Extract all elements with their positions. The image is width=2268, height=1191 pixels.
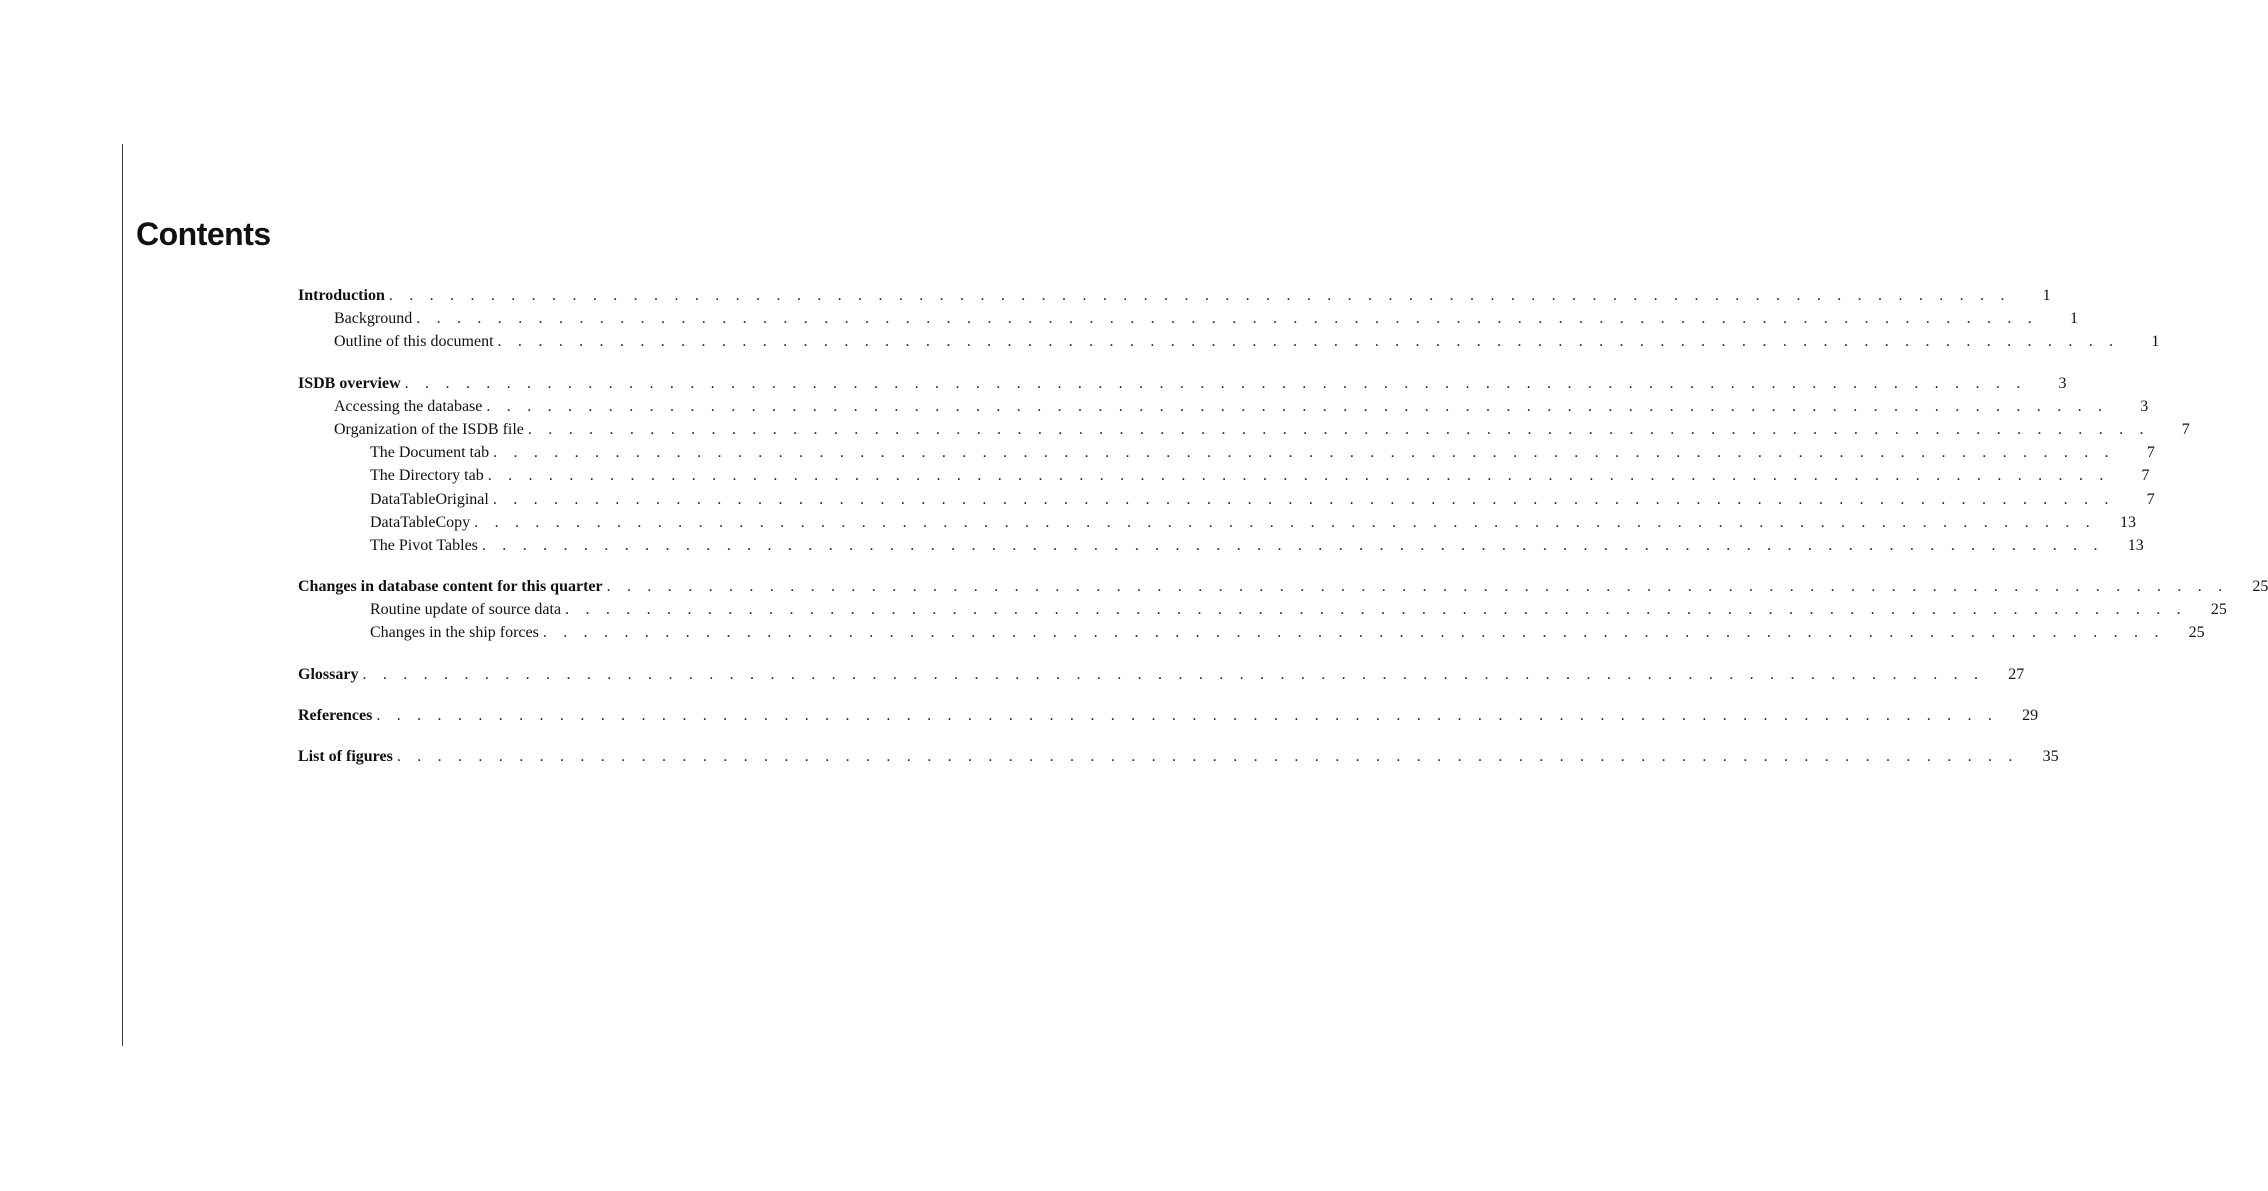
- toc-subsection-entry[interactable]: [298, 534, 2144, 557]
- toc-page-number: 3: [2058, 374, 2067, 392]
- toc-entry-label: Routine update of source data: [370, 601, 562, 619]
- margin-rule: [122, 144, 123, 1046]
- toc-dot-leader: . . . . . . . . . . . . . . . . . . . . . . . . . . . . . . . . . . . . . . . . . . . . . . . . . . . . . . . . . . . . . . . . . . . . . . . . . . . . . . . .: [487, 467, 2110, 485]
- toc-dot-leader: . . . . . . . . . . . . . . . . . . . . . . . . . . . . . . . . . . . . . . . . . . . . . . . . . . . . . . . . . . . . . . . . . . . . . . . . . . . . . . . .: [497, 333, 2120, 351]
- toc-dot-leader: . . . . . . . . . . . . . . . . . . . . . . . . . . . . . . . . . . . . . . . . . . . . . . . . . . . . . . . . . . . . . . . . . . . . . . . . . . . . . . . .: [388, 287, 2011, 304]
- toc-chapter-entry[interactable]: [298, 284, 2051, 307]
- toc-chapter-entry[interactable]: [298, 745, 2059, 768]
- toc-entry-label: Accessing the database: [334, 397, 483, 415]
- toc-section: [298, 575, 2268, 645]
- toc-entry-label: ISDB overview: [298, 374, 401, 392]
- toc-chapter-entry[interactable]: [298, 372, 2067, 395]
- toc-dot-leader: . . . . . . . . . . . . . . . . . . . . . . . . . . . . . . . . . . . . . . . . . . . . . . . . . . . . . . . . . . . . . . . . . . . . . . . . . . . . . . . .: [606, 578, 2229, 596]
- toc-section: [298, 745, 2059, 768]
- toc-page-number: 25: [2252, 578, 2268, 596]
- toc-page-number: 1: [2042, 287, 2051, 304]
- toc-entry-label: References: [298, 706, 373, 724]
- toc-entry-label: Outline of this document: [334, 333, 494, 351]
- toc-section: [298, 284, 2160, 354]
- toc-section: [298, 704, 2039, 727]
- toc-page-number: 35: [2042, 748, 2059, 765]
- toc-dot-leader: . . . . . . . . . . . . . . . . . . . . . . . . . . . . . . . . . . . . . . . . . . . . . . . . . . . . . . . . . . . . . . . . . . . . . . . . . . . . . . . .: [493, 444, 2115, 462]
- toc-dot-leader: . . . . . . . . . . . . . . . . . . . . . . . . . . . . . . . . . . . . . . . . . . . . . . . . . . . . . . . . . . . . . . . . . . . . . . . . . . . . . . . .: [376, 706, 1999, 724]
- toc-entry-label: DataTableCopy: [370, 513, 471, 531]
- toc-page-number: 1: [2070, 310, 2079, 328]
- toc-dot-leader: . . . . . . . . . . . . . . . . . . . . . . . . . . . . . . . . . . . . . . . . . . . . . . . . . . . . . . . . . . . . . . . . . . . . . . . . . . . . . . . .: [492, 490, 2115, 508]
- toc-dot-leader: . . . . . . . . . . . . . . . . . . . . . . . . . . . . . . . . . . . . . . . . . . . . . . . . . . . . . . . . . . . . . . . . . . . . . . . . . . . . . . . .: [416, 310, 2039, 328]
- toc-entry-label: The Directory tab: [370, 467, 484, 485]
- toc-page-number: 29: [2022, 706, 2039, 724]
- toc-section: [298, 663, 2025, 686]
- toc-page-number: 13: [2120, 513, 2136, 531]
- toc-entry-label: DataTableOriginal: [370, 490, 489, 508]
- toc-subsection-entry[interactable]: [298, 511, 2136, 534]
- toc-page-number: 1: [2151, 333, 2160, 351]
- table-of-contents: [298, 284, 2268, 786]
- toc-page-number: 7: [2141, 467, 2150, 485]
- toc-dot-leader: . . . . . . . . . . . . . . . . . . . . . . . . . . . . . . . . . . . . . . . . . . . . . . . . . . . . . . . . . . . . . . . . . . . . . . . . . . . . . . . .: [404, 374, 2027, 392]
- toc-dot-leader: . . . . . . . . . . . . . . . . . . . . . . . . . . . . . . . . . . . . . . . . . . . . . . . . . . . . . . . . . . . . . . . . . . . . . . . . . . . . . . . .: [481, 536, 2104, 554]
- toc-chapter-entry[interactable]: [298, 704, 2039, 727]
- toc-page-number: 13: [2127, 536, 2144, 554]
- toc-page-number: 3: [2140, 397, 2149, 415]
- toc-subsection-entry[interactable]: [298, 464, 2150, 487]
- toc-dot-leader: . . . . . . . . . . . . . . . . . . . . . . . . . . . . . . . . . . . . . . . . . . . . . . . . . . . . . . . . . . . . . . . . . . . . . . . . . . . . . . . .: [362, 665, 1985, 683]
- toc-page-number: 7: [2146, 490, 2155, 508]
- toc-section: [298, 372, 2190, 558]
- toc-subsection-entry[interactable]: [298, 330, 2160, 353]
- toc-subsection-entry[interactable]: [298, 621, 2205, 644]
- toc-entry-label: The Document tab: [370, 444, 490, 462]
- toc-chapter-entry[interactable]: [298, 575, 2268, 598]
- page-title: Contents: [136, 216, 271, 252]
- toc-dot-leader: . . . . . . . . . . . . . . . . . . . . . . . . . . . . . . . . . . . . . . . . . . . . . . . . . . . . . . . . . . . . . . . . . . . . . . . . . . . . . . . .: [396, 748, 2019, 765]
- toc-entry-label: List of figures: [298, 748, 393, 765]
- toc-dot-leader: . . . . . . . . . . . . . . . . . . . . . . . . . . . . . . . . . . . . . . . . . . . . . . . . . . . . . . . . . . . . . . . . . . . . . . . . . . . . . . . .: [486, 397, 2109, 415]
- toc-page-number: 7: [2181, 420, 2190, 438]
- toc-entry-label: Introduction: [298, 287, 385, 304]
- toc-entry-label: Changes in database content for this quarter: [298, 578, 603, 596]
- toc-dot-leader: . . . . . . . . . . . . . . . . . . . . . . . . . . . . . . . . . . . . . . . . . . . . . . . . . . . . . . . . . . . . . . . . . . . . . . . . . . . . . . . .: [474, 513, 2096, 531]
- toc-subsection-entry[interactable]: [298, 418, 2190, 441]
- toc-page-number: 27: [2008, 665, 2025, 683]
- toc-subsection-entry[interactable]: [298, 395, 2149, 418]
- toc-subsection-entry[interactable]: [298, 488, 2155, 511]
- toc-chapter-entry[interactable]: [298, 663, 2025, 686]
- toc-dot-leader: . . . . . . . . . . . . . . . . . . . . . . . . . . . . . . . . . . . . . . . . . . . . . . . . . . . . . . . . . . . . . . . . . . . . . . . . . . . . . . . .: [527, 420, 2150, 438]
- toc-entry-label: Glossary: [298, 665, 359, 683]
- toc-page-number: 25: [2210, 601, 2227, 619]
- toc-subsection-entry[interactable]: [298, 598, 2227, 621]
- toc-entry-label: The Pivot Tables: [370, 536, 478, 554]
- toc-dot-leader: . . . . . . . . . . . . . . . . . . . . . . . . . . . . . . . . . . . . . . . . . . . . . . . . . . . . . . . . . . . . . . . . . . . . . . . . . . . . . . . .: [542, 624, 2165, 642]
- toc-entry-label: Background: [334, 310, 413, 328]
- toc-entry-label: Changes in the ship forces: [370, 624, 539, 642]
- toc-subsection-entry[interactable]: [298, 441, 2155, 464]
- toc-entry-label: Organization of the ISDB file: [334, 420, 524, 438]
- toc-page-number: 25: [2188, 624, 2205, 642]
- toc-subsection-entry[interactable]: [298, 307, 2079, 330]
- toc-page-number: 7: [2146, 444, 2155, 462]
- toc-dot-leader: . . . . . . . . . . . . . . . . . . . . . . . . . . . . . . . . . . . . . . . . . . . . . . . . . . . . . . . . . . . . . . . . . . . . . . . . . . . . . . . .: [565, 601, 2187, 619]
